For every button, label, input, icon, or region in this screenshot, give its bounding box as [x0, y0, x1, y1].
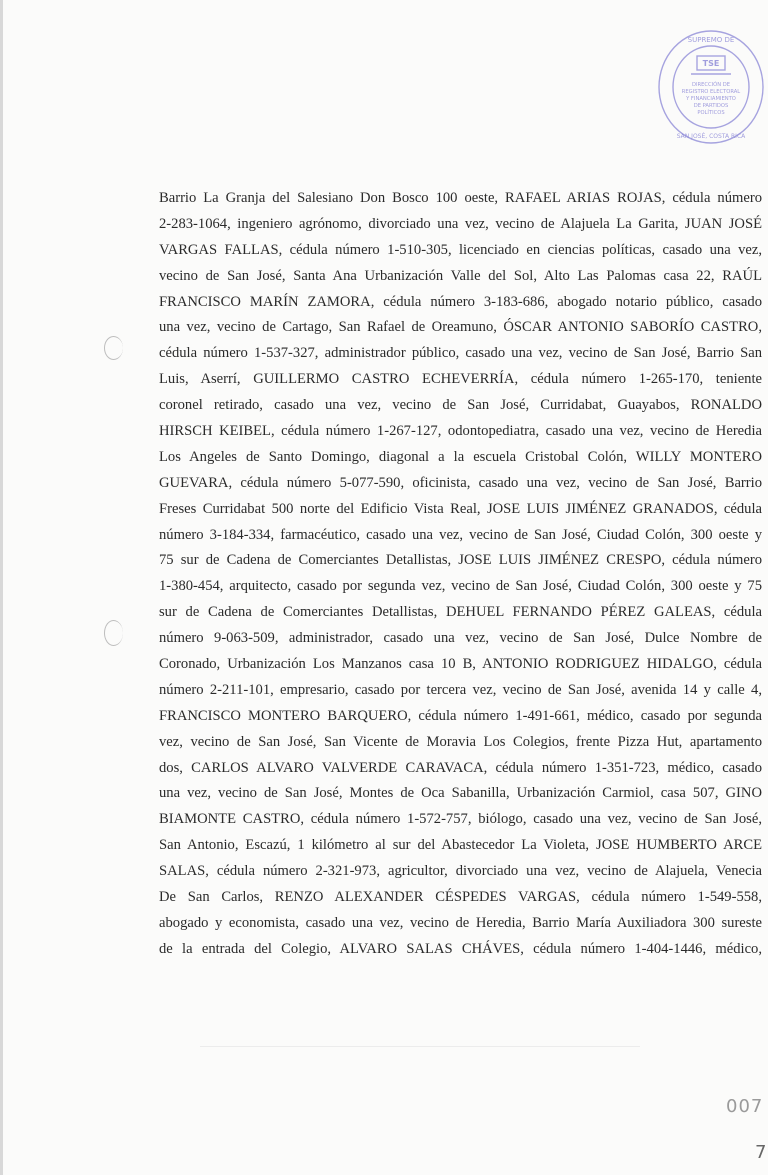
svg-text:DE PARTIDOS: DE PARTIDOS [693, 103, 729, 109]
svg-text:SUPREMO DE: SUPREMO DE [687, 36, 735, 44]
text-line: HIRSCH KEIBEL, cédula número 1-267-127, odontopediatra, casado una vez, vecino de Heredia [159, 423, 762, 440]
text-line: San Antonio, Escazú, 1 kilómetro al sur del Abastecedor La Violeta, JOSE HUMBERTO ARCE [159, 837, 762, 854]
text-line: vecino de San José, Santa Ana Urbanización Valle del Sol, Alto Las Palomas casa 22, RAÚL [159, 267, 762, 284]
divider [200, 1046, 640, 1047]
text-line: SALAS, cédula número 2-321-973, agricultor, divorciado una vez, vecino de Alajuela, Venecia [159, 863, 762, 880]
text-line: FRANCISCO MONTERO BARQUERO, cédula número 1-491-661, médico, casado por segunda [159, 707, 762, 724]
text-line: Coronado, Urbanización Los Manzanos casa 10 B, ANTONIO RODRIGUEZ HIDALGO, cédula [159, 656, 762, 673]
text-line: Luis, Aserrí, GUILLERMO CASTRO ECHEVERRÍA, cédula número 1-265-170, teniente [159, 371, 762, 388]
punch-hole-mark [104, 620, 123, 646]
svg-text:POLÍTICOS: POLÍTICOS [697, 110, 725, 116]
text-line: Los Angeles de Santo Domingo, diagonal a la escuela Cristobal Colón, WILLY MONTERO [159, 448, 762, 465]
text-line: cédula número 1-537-327, administrador público, casado una vez, vecino de San José, Barrio San [159, 345, 762, 362]
text-line: GUEVARA, cédula número 5-077-590, oficinista, casado una vez, vecino de San José, Barrio [159, 474, 762, 491]
punch-hole-mark [104, 336, 123, 360]
text-line: 2-283-1064, ingeniero agrónomo, divorciado una vez, vecino de Alajuela La Garita, JUAN JOSÉ [159, 215, 762, 232]
page-number: 007 [726, 1096, 764, 1117]
text-line: BIAMONTE CASTRO, cédula número 1-572-757, biólogo, casado una vez, vecino de San José, [159, 811, 762, 828]
svg-text:DIRECCIÓN DE: DIRECCIÓN DE [691, 82, 731, 88]
page-edge [0, 0, 3, 1175]
text-line: Freses Curridabat 500 norte del Edificio Vista Real, JOSE LUIS JIMÉNEZ GRANADOS, cédula [159, 500, 762, 517]
tse-seal-stamp [657, 28, 765, 146]
text-line: una vez, vecino de San José, Montes de Oca Sabanilla, Urbanización Carmiol, casa 507, GINO [159, 785, 762, 802]
svg-text:Y FINANCIAMIENTO: Y FINANCIAMIENTO [686, 96, 736, 102]
text-line: número 2-211-101, empresario, casado por tercera vez, vecino de San José, avenida 14 y calle 4, [159, 681, 762, 698]
text-line: 75 sur de Cadena de Comerciantes Detallistas, JOSE LUIS JIMÉNEZ CRESPO, cédula número [159, 552, 762, 569]
svg-text:TSE: TSE [702, 59, 720, 68]
text-line: número 9-063-509, administrador, casado una vez, vecino de San José, Dulce Nombre de [159, 630, 762, 647]
text-line: una vez, vecino de Cartago, San Rafael de Oreamuno, ÓSCAR ANTONIO SABORÍO CASTRO, [159, 319, 762, 336]
text-line: De San Carlos, RENZO ALEXANDER CÉSPEDES VARGAS, cédula número 1-549-558, [159, 889, 762, 906]
text-line: 1-380-454, arquitecto, casado por segunda vez, vecino de San José, Ciudad Colón, 300 oeste y 75 [159, 578, 762, 595]
text-line: abogado y economista, casado una vez, vecino de Heredia, Barrio María Auxiliadora 300 sureste [159, 914, 762, 931]
text-line: FRANCISCO MARÍN ZAMORA, cédula número 3-183-686, abogado notario público, casado [159, 293, 762, 310]
text-line: VARGAS FALLAS, cédula número 1-510-305, licenciado en ciencias políticas, casado una vez, [159, 241, 762, 258]
text-line: dos, CARLOS ALVARO VALVERDE CARAVACA, cédula número 1-351-723, médico, casado [159, 759, 762, 776]
text-line: de la entrada del Colegio, ALVARO SALAS CHÁVES, cédula número 1-404-1446, médico, [159, 940, 762, 957]
text-line: sur de Cadena de Comerciantes Detallistas, DEHUEL FERNANDO PÉREZ GALEAS, cédula [159, 604, 762, 621]
document-body [159, 186, 762, 963]
folio-number: 7 [755, 1142, 767, 1163]
text-line: Barrio La Granja del Salesiano Don Bosco 100 oeste, RAFAEL ARIAS ROJAS, cédula número [159, 190, 762, 206]
text-line: coronel retirado, casado una vez, vecino de San José, Curridabat, Guayabos, RONALDO [159, 397, 762, 414]
text-line: número 3-184-334, farmacéutico, casado una vez, vecino de San José, Ciudad Colón, 300 oeste y [159, 526, 762, 543]
text-line: vez, vecino de San José, San Vicente de Moravia Los Colegios, frente Pizza Hut, apartamento [159, 733, 762, 750]
svg-text:SAN JOSÉ, COSTA RICA: SAN JOSÉ, COSTA RICA [676, 133, 746, 140]
svg-text:REGISTRO ELECTORAL: REGISTRO ELECTORAL [681, 89, 741, 95]
